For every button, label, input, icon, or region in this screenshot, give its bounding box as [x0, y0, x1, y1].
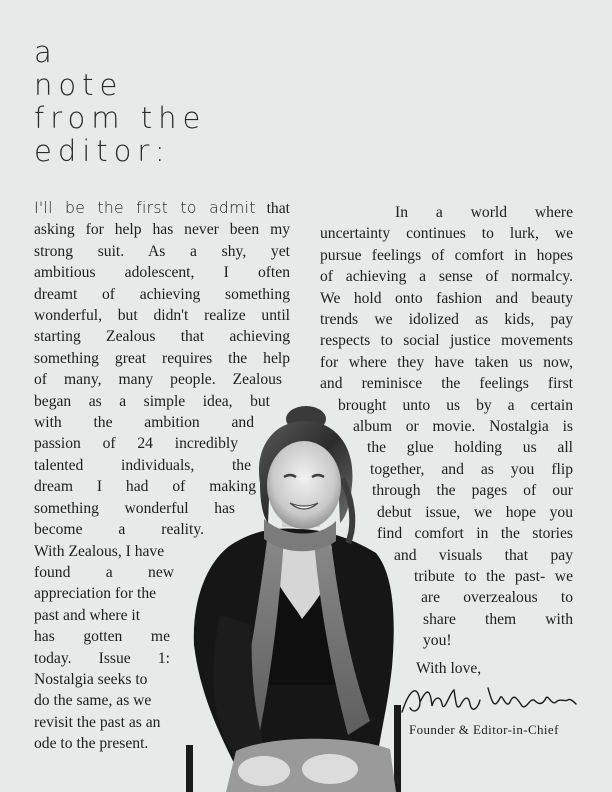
text-line: uncertainty continues to lurk, we [320, 225, 573, 243]
text-line: strong suit. As a shy, yet [34, 242, 290, 260]
text-fragment: that [255, 200, 290, 217]
text-line: revisit the past as an [34, 713, 161, 731]
text-line: the glue holding us all [367, 439, 573, 457]
text-line: through the pages of our [372, 482, 573, 500]
text-line: has gotten me [34, 628, 170, 646]
text-line: you! [423, 632, 452, 650]
text-line: passion of 24 incredibly [34, 435, 238, 453]
text-line: something great requires the help [34, 349, 290, 367]
text-line: found a new [34, 563, 174, 581]
handwritten-signature [396, 680, 580, 720]
text-line: of many, many people. Zealous [34, 371, 282, 389]
right-column-text [0, 202, 573, 652]
text-line: and reminisce the feelings first [320, 375, 573, 393]
text-line: today. Issue 1: [34, 649, 170, 667]
text-line: talented individuals, the [34, 456, 251, 474]
text-line: began as a simple idea, but [34, 392, 270, 410]
text-line: brought unto us by a certain [338, 396, 573, 414]
text-line: ambitious adolescent, I often [34, 264, 290, 282]
text-line: In a world where [395, 204, 573, 221]
title-line: a [34, 35, 58, 69]
page-title [34, 36, 206, 168]
text-line: and visuals that pay [394, 546, 573, 564]
text-line: wonderful, but didn't realize until [34, 307, 290, 325]
text-line: ode to the present. [34, 735, 149, 753]
text-line: trends we idolized as kids, pay [320, 311, 573, 329]
text-line: become a reality. [34, 521, 204, 539]
text-line: dream I had of making [34, 478, 256, 496]
title-line: note [34, 68, 124, 102]
text-line: asking for help has never been my [34, 221, 290, 239]
text-line: appreciation for the [34, 585, 157, 603]
text-line: starting Zealous that achieving [34, 328, 290, 346]
text-line: with the ambition and [34, 414, 254, 432]
text-line: debut issue, we hope you [377, 503, 573, 521]
text-line: pursue feelings of comfort in hopes [320, 246, 573, 264]
text-line: past and where it [34, 606, 141, 624]
text-line: With Zealous, I have [34, 542, 165, 560]
title-line: from the [34, 101, 207, 135]
text-line: are overzealous to [421, 589, 573, 607]
text-line: something wonderful has [34, 499, 235, 517]
text-line: for where they have taken us now, [320, 353, 573, 371]
text-line: of achieving a sense of normalcy. [320, 268, 573, 286]
text-line: album or movie. Nostalgia is [353, 418, 573, 436]
text-line: share them with [423, 610, 573, 628]
text-line: Nostalgia seeks to [34, 670, 148, 688]
text-line: do the same, as we [34, 692, 152, 710]
text-line: together, and as you flip [370, 460, 573, 478]
text-line: tribute to the past- we [414, 567, 573, 585]
title-line: editor: [34, 134, 171, 168]
text-line: respects to social justice movements [320, 332, 573, 350]
closing-salutation: With love, [416, 660, 482, 677]
signer-title: Founder & Editor-in-Chief [409, 722, 559, 737]
opening-phrase: I'll be the first to admit [34, 199, 256, 217]
text-line: find comfort in the stories [377, 525, 573, 543]
text-line: dreamt of achieving something [34, 285, 290, 303]
text-line: We hold onto fashion and beauty [320, 289, 573, 307]
